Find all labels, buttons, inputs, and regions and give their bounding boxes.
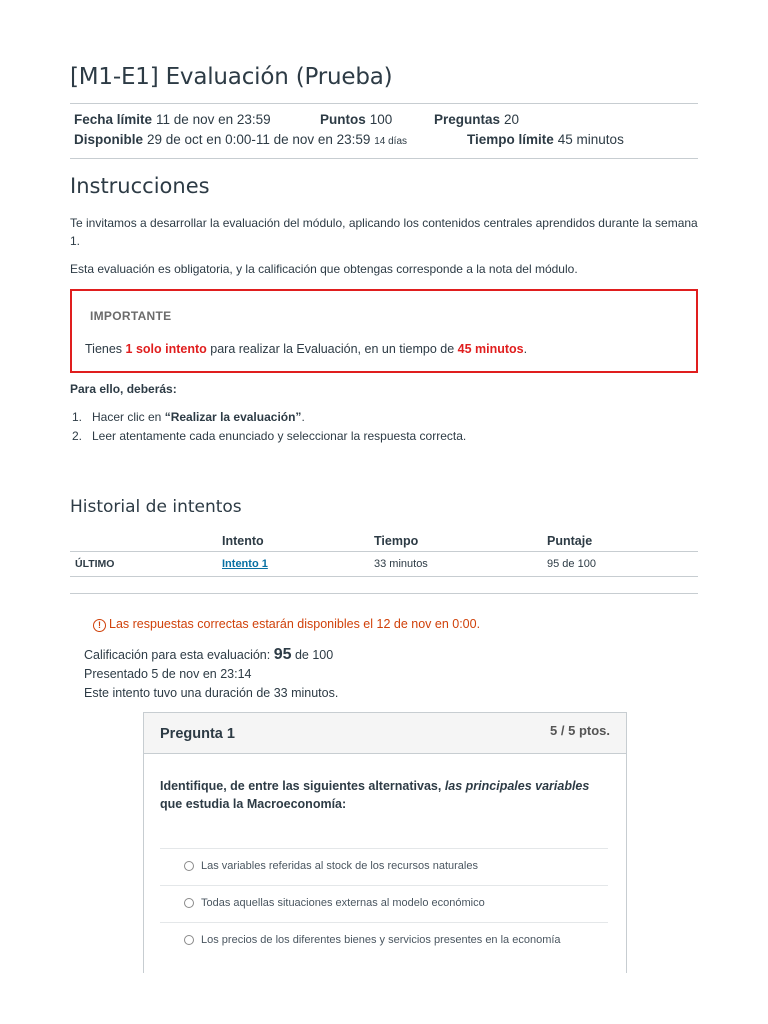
- radio-button[interactable]: [184, 935, 194, 945]
- column-header: [70, 531, 222, 552]
- answer-label: Las variables referidas al stock de los recursos naturales: [201, 860, 478, 872]
- notice-text: Las respuestas correctas estarán disponibles el 12 de nov en 0:00.: [109, 617, 481, 631]
- question-title: Pregunta 1: [160, 726, 235, 742]
- list-number: 2.: [72, 429, 83, 443]
- question-text: [160, 777, 610, 813]
- important-text-middle: para realizar la Evaluación, en un tiempo de: [206, 342, 458, 356]
- due-value: 11 de nov en 23:59: [156, 112, 271, 127]
- attempt-time: 33 minutos: [374, 552, 547, 577]
- attempt-duration: Este intento tuvo una duración de 33 minutos.: [84, 686, 339, 700]
- answer-option[interactable]: [160, 848, 608, 886]
- steps-list: [72, 408, 466, 446]
- instructions-paragraph: Esta evaluación es obligatoria, y la calificación que obtengas corresponde a la nota del módulo.: [70, 262, 578, 276]
- questions-value: 20: [504, 112, 520, 127]
- answer-option[interactable]: [160, 885, 608, 923]
- answer-label: Los precios de los diferentes bienes y servicios presentes en la economía: [201, 934, 561, 946]
- score-suffix: de 100: [291, 648, 334, 662]
- question-points: 5 / 5 ptos.: [550, 723, 610, 738]
- due-label: Fecha límite: [74, 112, 153, 127]
- question-header: [144, 713, 626, 754]
- page-title: [M1-E1] Evaluación (Prueba): [70, 64, 393, 90]
- divider: [70, 103, 698, 104]
- instructions-paragraph: Te invitamos a desarrollar la evaluación del módulo, aplicando los contenidos centrales aprendidos durante la semana 1.: [70, 216, 698, 248]
- important-attempts: 1 solo intento: [125, 342, 207, 356]
- score-value: 95: [273, 646, 292, 663]
- time-limit: [467, 132, 624, 147]
- radio-button[interactable]: [184, 898, 194, 908]
- alert-icon: !: [93, 619, 106, 632]
- step-prefix: Hacer clic en: [92, 410, 165, 424]
- due-date: [74, 112, 271, 127]
- question-text-suffix: que estudia la Macroeconomía:: [160, 797, 347, 811]
- list-text: Leer atentamente cada enunciado y seleccionar la respuesta correcta.: [92, 429, 467, 443]
- answer-option[interactable]: [160, 922, 608, 960]
- table-row: [70, 552, 698, 577]
- list-item: [72, 427, 466, 446]
- points-label: Puntos: [320, 112, 366, 127]
- question-text-prefix: Identifique, de entre las siguientes alternativas,: [160, 779, 445, 793]
- step-suffix: .: [301, 410, 305, 424]
- important-notice: [70, 289, 698, 373]
- time-limit-label: Tiempo límite: [467, 132, 554, 147]
- submitted-date: Presentado 5 de nov en 23:14: [84, 667, 252, 681]
- question-text-emphasis: las principales variables: [444, 779, 590, 793]
- attempt-link[interactable]: Intento 1: [222, 558, 268, 570]
- available-days: 14 días: [374, 136, 408, 147]
- history-heading: Historial de intentos: [70, 497, 242, 517]
- important-text-prefix: Tienes: [85, 342, 126, 356]
- score-line: [84, 646, 333, 664]
- attempt-label: ÚLTIMO: [70, 552, 222, 577]
- answer-label: Todas aquellas situaciones externas al modelo económico: [201, 897, 485, 909]
- score-prefix: Calificación para esta evaluación:: [84, 648, 274, 662]
- important-time: 45 minutos: [457, 342, 524, 356]
- important-text: [85, 342, 527, 356]
- divider: [70, 158, 698, 159]
- questions-label: Preguntas: [434, 112, 501, 127]
- important-text-suffix: .: [523, 342, 528, 356]
- column-header: Intento: [222, 531, 374, 552]
- attempts-table: [70, 531, 698, 577]
- questions-count: [434, 112, 519, 127]
- divider: [70, 593, 698, 594]
- steps-heading-text: Para ello, deberás:: [70, 382, 177, 396]
- step-bold: “Realizar la evaluación”: [164, 410, 302, 424]
- important-heading: IMPORTANTE: [90, 309, 172, 323]
- availability: [74, 132, 407, 147]
- attempt-cell: [222, 552, 374, 577]
- table-header-row: [70, 531, 698, 552]
- available-value: 29 de oct en 0:00-11 de nov en 23:59: [147, 132, 371, 147]
- column-header: Puntaje: [547, 531, 698, 552]
- points: [320, 112, 392, 127]
- instructions-heading: Instrucciones: [70, 174, 210, 198]
- question-card: [143, 712, 627, 973]
- list-item: [72, 408, 466, 427]
- attempt-score: 95 de 100: [547, 552, 698, 577]
- radio-button[interactable]: [184, 861, 194, 871]
- available-label: Disponible: [74, 132, 144, 147]
- answers-notice: [93, 617, 480, 632]
- list-number: 1.: [72, 410, 83, 424]
- steps-heading: [70, 380, 698, 398]
- points-value: 100: [369, 112, 393, 127]
- list-text: [92, 408, 305, 427]
- time-limit-value: 45 minutos: [557, 132, 624, 147]
- column-header: Tiempo: [374, 531, 547, 552]
